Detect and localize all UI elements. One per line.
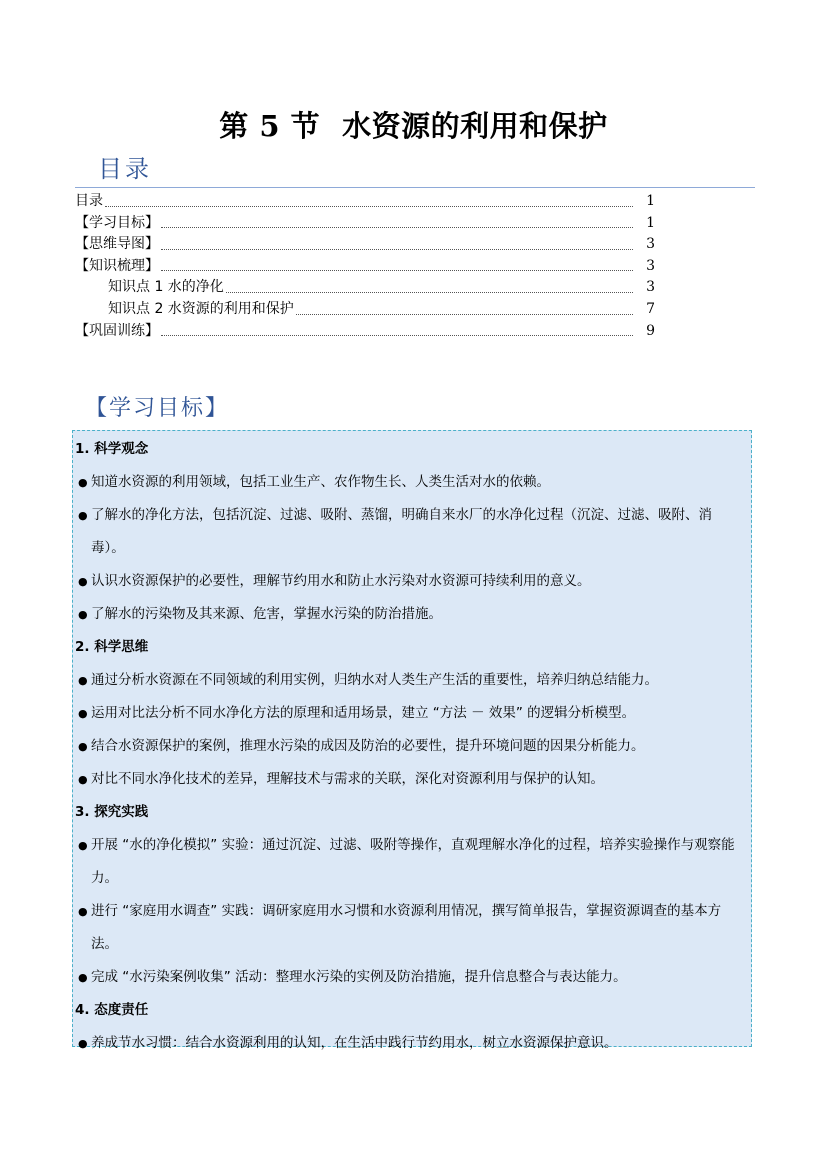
goal-group-title: 1. 科学观念: [75, 441, 149, 457]
goal-item-text: 运用对比法分析不同水净化方法的原理和适用场景，建立 “方法 － 效果” 的逻辑分析模型。: [91, 705, 636, 721]
bullet-icon: ●: [78, 674, 88, 687]
bullet-icon: ●: [78, 476, 88, 489]
goal-item: [75, 829, 743, 895]
bullet-icon: ●: [78, 905, 88, 918]
toc-entry-page: 9: [646, 322, 655, 339]
toc-leader-dots: [161, 227, 633, 228]
goal-group-title: 4. 态度责任: [75, 1002, 149, 1018]
goal-item-text: 开展 “水的净化模拟” 实验：通过沉淀、过滤、吸附等操作，直观理解水净化的过程，培养实验操作与观察能力。: [91, 837, 735, 886]
goal-item: [75, 763, 743, 796]
toc-entry-page: 1: [646, 214, 655, 231]
bullet-icon: ●: [78, 509, 88, 522]
toc-divider: [75, 187, 755, 188]
toc-entry[interactable]: [75, 212, 655, 234]
toc-leader-dots: [161, 335, 633, 336]
goal-item: [75, 895, 743, 961]
goal-item: [75, 1027, 743, 1060]
goal-item-text: 了解水的净化方法，包括沉淀、过滤、吸附、蒸馏，明确自来水厂的水净化过程（沉淀、过滤、吸附、消毒）。: [91, 507, 712, 556]
page-title: [0, 104, 827, 145]
goal-item-text: 结合水资源保护的案例，推理水污染的成因及防治的必要性，提升环境问题的因果分析能力。: [91, 738, 645, 754]
goal-item-text: 认识水资源保护的必要性，理解节约用水和防止水污染对水资源可持续利用的意义。: [91, 573, 591, 589]
toc-entry-label: 【思维导图】: [75, 236, 159, 253]
goal-item-text: 知道水资源的利用领域，包括工业生产、农作物生长、人类生活对水的依赖。: [91, 474, 550, 490]
toc-leader-dots: [296, 314, 633, 315]
goal-item: [75, 961, 743, 994]
toc-entry[interactable]: [75, 276, 655, 298]
learning-goals-box: [72, 430, 752, 1051]
toc-entry-label: 知识点 1 水的净化: [108, 279, 224, 296]
toc-entry[interactable]: [75, 320, 655, 342]
toc-entry-page: 7: [646, 300, 655, 317]
goal-item-text: 完成 “水污染案例收集” 活动：整理水污染的实例及防治措施，提升信息整合与表达能力。: [91, 969, 627, 985]
toc-entry-page: 1: [646, 193, 655, 209]
toc-entry[interactable]: [75, 255, 655, 277]
bullet-icon: ●: [78, 575, 88, 588]
goal-item: [75, 565, 743, 598]
bullet-icon: ●: [78, 707, 88, 720]
goal-item: [75, 730, 743, 763]
toc-entry-label: 知识点 2 水资源的利用和保护: [108, 300, 294, 317]
toc-entry-label: 目录: [75, 193, 103, 209]
goal-item: [75, 499, 743, 565]
goal-item: [75, 466, 743, 499]
goal-group-title: 3. 探究实践: [75, 804, 149, 820]
toc-entry-page: 3: [646, 257, 655, 274]
goals-heading: 【学习目标】: [85, 396, 230, 421]
goal-item-text: 了解水的污染物及其来源、危害，掌握水污染的防治措施。: [91, 606, 442, 622]
toc-leader-dots: [161, 270, 633, 271]
bullet-icon: ●: [78, 971, 88, 984]
bullet-icon: ●: [78, 740, 88, 753]
bullet-icon: ●: [78, 839, 88, 852]
toc-leader-dots: [105, 206, 633, 207]
section-name: 水资源的利用和保护: [342, 109, 608, 143]
goal-item-text: 养成节水习惯：结合水资源利用的认知，在生活中践行节约用水，树立水资源保护意识。: [91, 1035, 618, 1051]
toc-entry[interactable]: [75, 190, 655, 212]
toc-entry-page: 3: [646, 236, 655, 253]
bullet-icon: ●: [78, 608, 88, 621]
goal-group-title: 2. 科学思维: [75, 639, 149, 655]
toc-entry[interactable]: [75, 233, 655, 255]
goal-item-text: 对比不同水净化技术的差异，理解技术与需求的关联，深化对资源利用与保护的认知。: [91, 771, 604, 787]
goal-item-text: 通过分析水资源在不同领域的利用实例，归纳水对人类生产生活的重要性，培养归纳总结能力。: [91, 672, 658, 688]
table-of-contents: [75, 190, 655, 341]
goal-item: [75, 697, 743, 730]
bullet-icon: ●: [78, 1037, 88, 1050]
toc-entry-label: 【学习目标】: [75, 214, 159, 231]
toc-leader-dots: [161, 249, 633, 250]
toc-entry-label: 【知识梳理】: [75, 257, 159, 274]
toc-leader-dots: [226, 292, 633, 293]
toc-entry-label: 【巩固训练】: [75, 322, 159, 339]
toc-heading: 目录: [98, 155, 152, 183]
toc-entry-page: 3: [646, 279, 655, 296]
section-number: 第 5 节: [219, 109, 321, 143]
bullet-icon: ●: [78, 773, 88, 786]
goal-item: [75, 664, 743, 697]
goal-item: [75, 598, 743, 631]
goal-item-text: 进行 “家庭用水调查” 实践：调研家庭用水习惯和水资源利用情况，撰写简单报告，掌握资源调查的基本方法。: [91, 903, 722, 952]
toc-entry[interactable]: [75, 298, 655, 320]
